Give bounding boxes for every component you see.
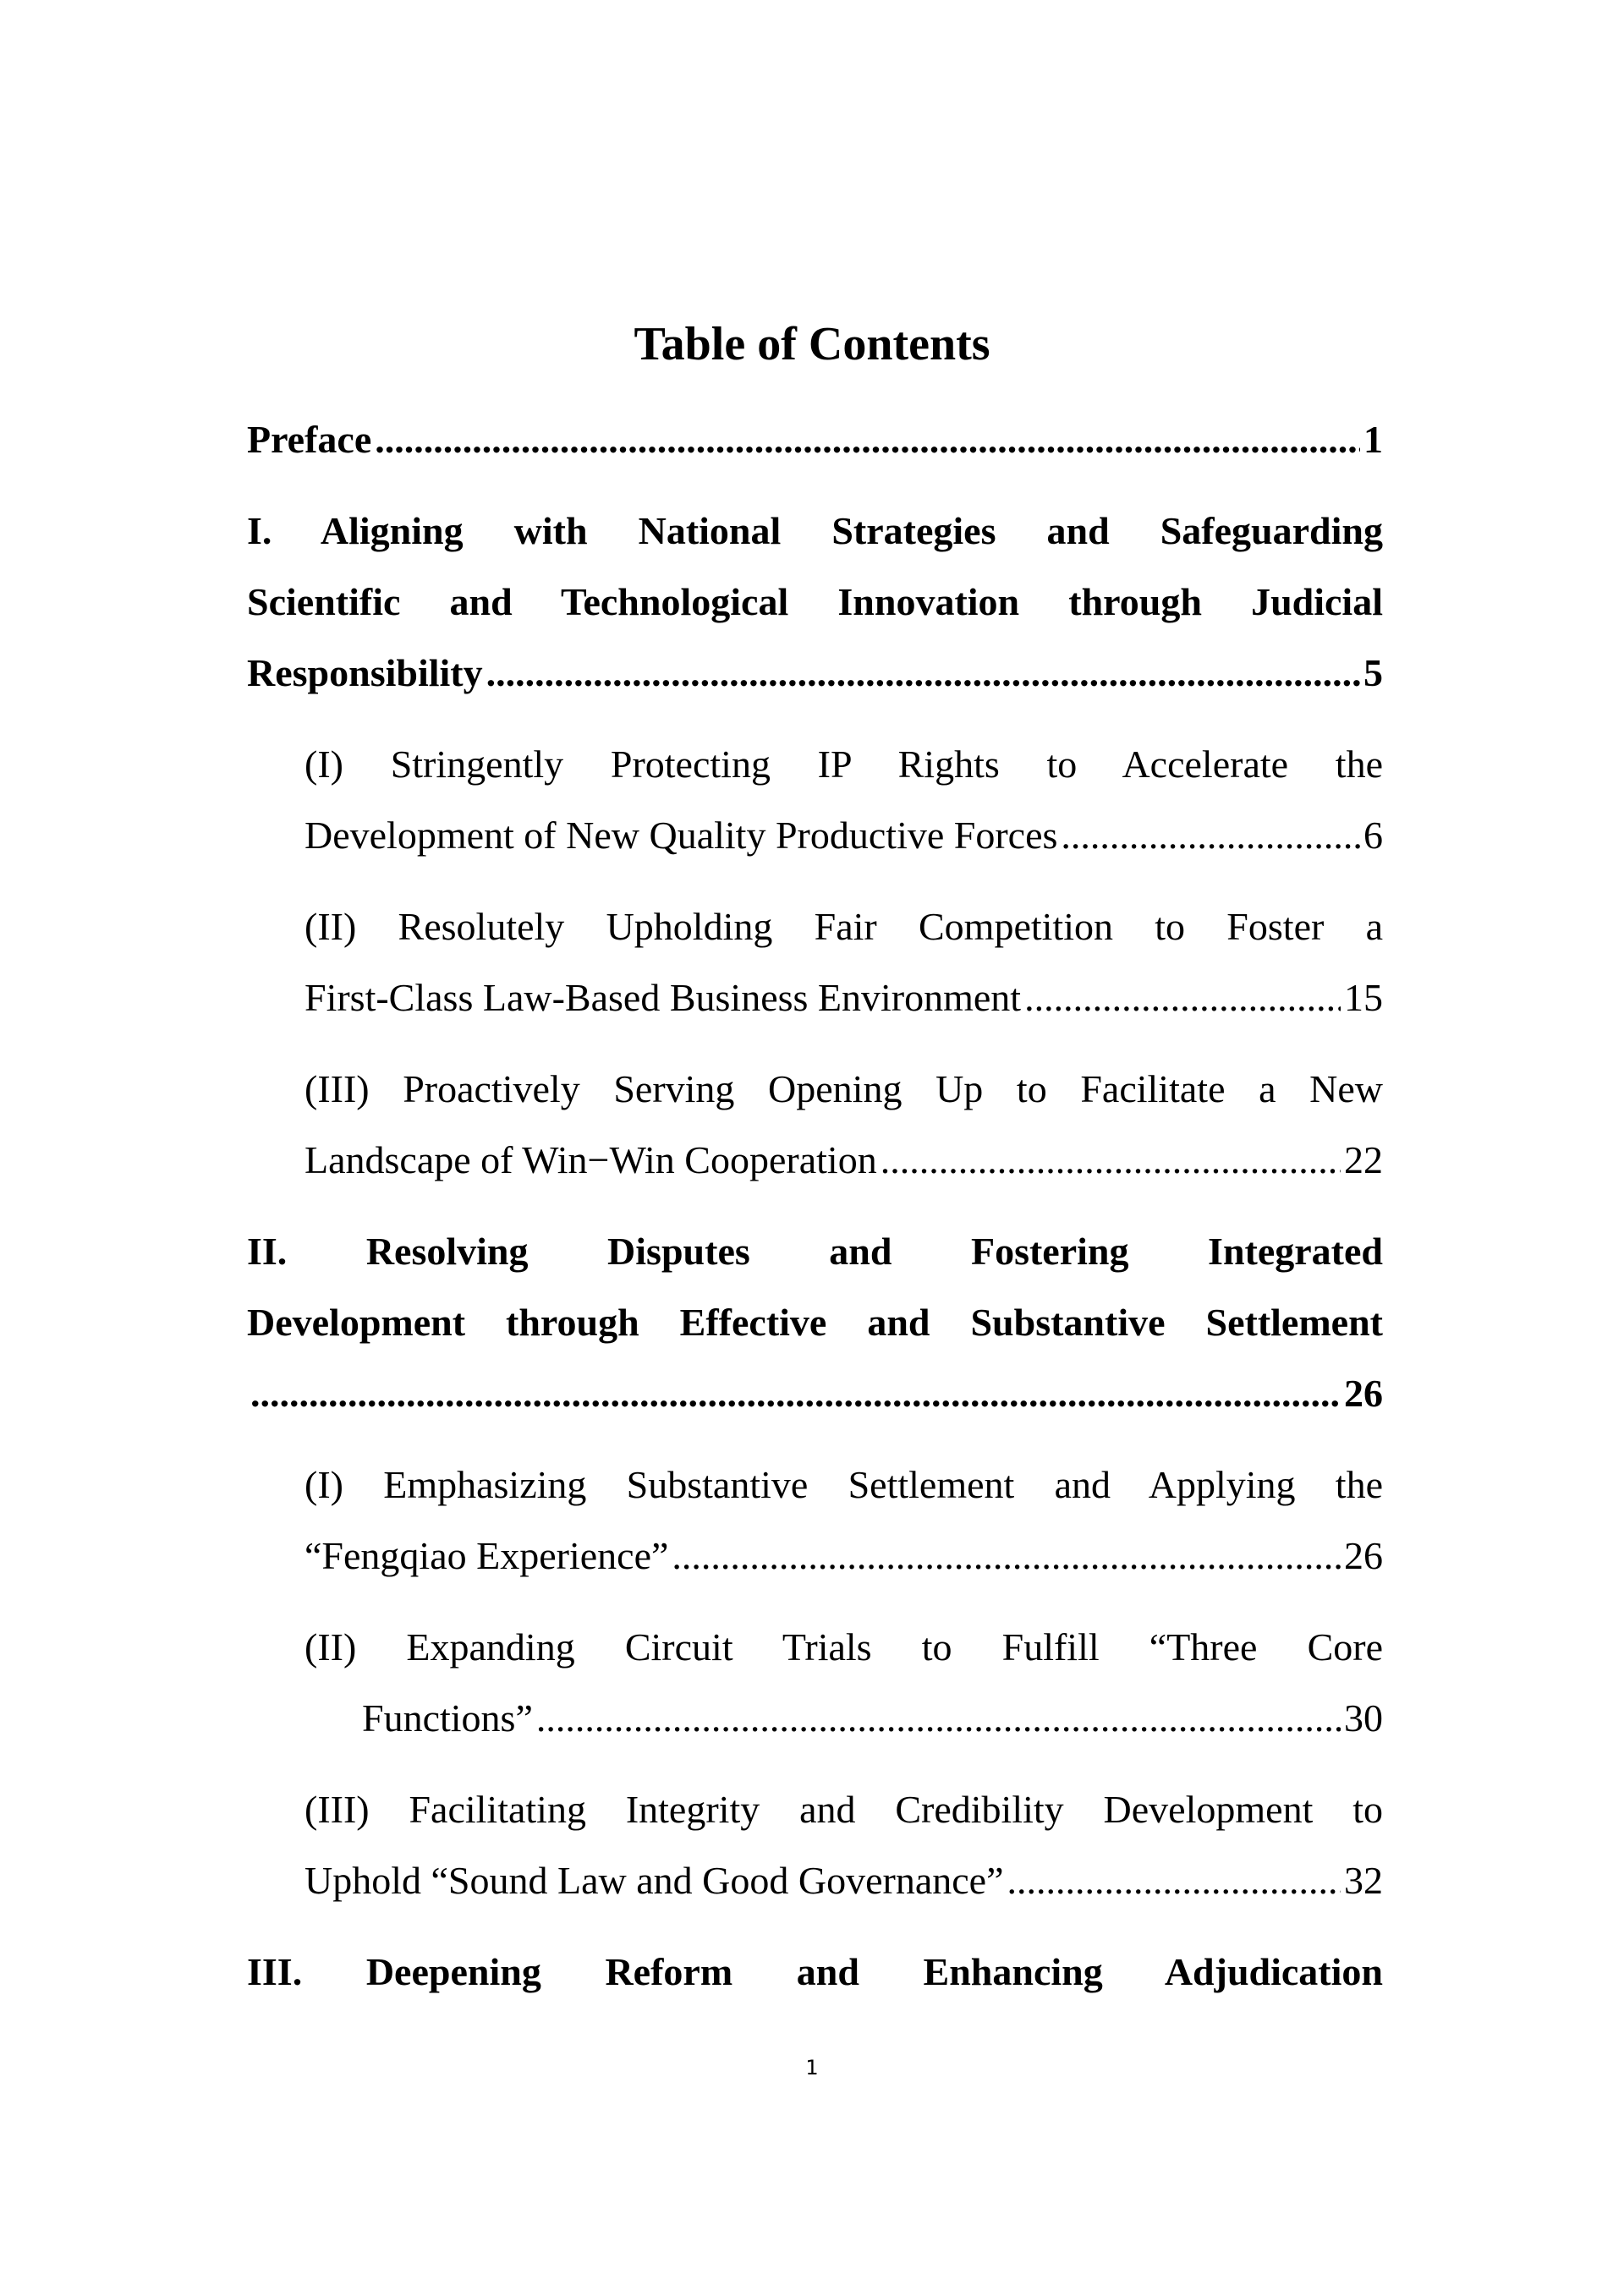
toc-line: (I) Emphasizing Substantive Settlement and Applying the [304, 1463, 1383, 1506]
toc-line [247, 638, 1383, 709]
toc-line: III. Deepening Reform and Enhancing Adjudication [247, 1950, 1383, 1993]
toc-entry-text: Preface [247, 418, 372, 461]
toc-line: Scientific and Technological Innovation through Judicial [247, 580, 1383, 623]
toc-entry-preface[interactable] [247, 404, 1383, 475]
dot-leader [1061, 800, 1360, 871]
toc-entry-text: Functions” [362, 1696, 533, 1740]
dot-leader [672, 1521, 1341, 1592]
page-number: 1 [805, 2056, 819, 2080]
toc-line: (III) Facilitating Integrity and Credibility Development to [304, 1788, 1383, 1831]
dot-leader [1024, 962, 1341, 1033]
toc-page-number: 26 [1344, 1372, 1383, 1415]
toc-line [304, 800, 1383, 871]
toc-line [304, 1521, 1383, 1592]
toc-line [304, 1125, 1383, 1196]
toc-entry-section-1-3[interactable] [247, 1054, 1383, 1196]
toc-line: II. Resolving Disputes and Fostering Integrated [247, 1230, 1383, 1273]
toc-entry-section-1[interactable] [247, 496, 1383, 709]
toc-line: (II) Expanding Circuit Trials to Fulfill “Three Core [304, 1625, 1383, 1669]
toc-title: Table of Contents [634, 318, 990, 370]
toc-entry-text: “Fengqiao Experience” [304, 1534, 669, 1577]
dot-leader [1007, 1845, 1341, 1916]
toc-line [304, 1683, 1383, 1754]
toc-entry-text: Development of New Quality Productive Forces [304, 814, 1058, 857]
toc-line: (III) Proactively Serving Opening Up to Facilitate a New [304, 1067, 1383, 1110]
dot-leader [486, 638, 1360, 709]
toc-line: I. Aligning with National Strategies and Safeguarding [247, 509, 1383, 552]
toc-entry-section-1-2[interactable] [247, 891, 1383, 1033]
toc-entry-section-2[interactable] [247, 1216, 1383, 1429]
toc-entry-section-2-1[interactable] [247, 1449, 1383, 1592]
toc-page-number: 5 [1363, 651, 1383, 694]
dot-leader [881, 1125, 1341, 1196]
toc-entry-text: Responsibility [247, 651, 483, 694]
dot-leader [250, 1358, 1341, 1429]
toc-page-number: 15 [1344, 976, 1383, 1019]
toc-entry-text: First-Class Law-Based Business Environment [304, 976, 1022, 1019]
toc-page-number: 30 [1344, 1696, 1383, 1740]
toc-line [304, 1845, 1383, 1916]
toc-entry-section-1-1[interactable] [247, 729, 1383, 871]
toc-entry-section-2-3[interactable] [247, 1774, 1383, 1916]
toc-line: (II) Resolutely Upholding Fair Competition to Foster a [304, 905, 1383, 948]
toc-line: Development through Effective and Substantive Settlement [247, 1301, 1383, 1344]
toc-page-number: 26 [1344, 1534, 1383, 1577]
toc-line [247, 1358, 1383, 1429]
toc-page-number: 1 [1363, 418, 1383, 461]
toc-page-number: 22 [1344, 1138, 1383, 1181]
table-of-contents [247, 404, 1383, 2028]
toc-entry-text: Uphold “Sound Law and Good Governance” [304, 1859, 1004, 1902]
toc-line: (I) Stringently Protecting IP Rights to Accelerate the [304, 743, 1383, 786]
toc-line [247, 404, 1383, 475]
toc-entry-text: Landscape of Win−Win Cooperation [304, 1138, 877, 1181]
toc-page-number: 32 [1344, 1859, 1383, 1902]
toc-page-number: 6 [1363, 814, 1383, 857]
toc-entry-section-2-2[interactable] [247, 1612, 1383, 1754]
dot-leader [375, 404, 1360, 475]
dot-leader [536, 1683, 1341, 1754]
toc-entry-section-3[interactable] [247, 1937, 1383, 2008]
toc-line [304, 962, 1383, 1033]
